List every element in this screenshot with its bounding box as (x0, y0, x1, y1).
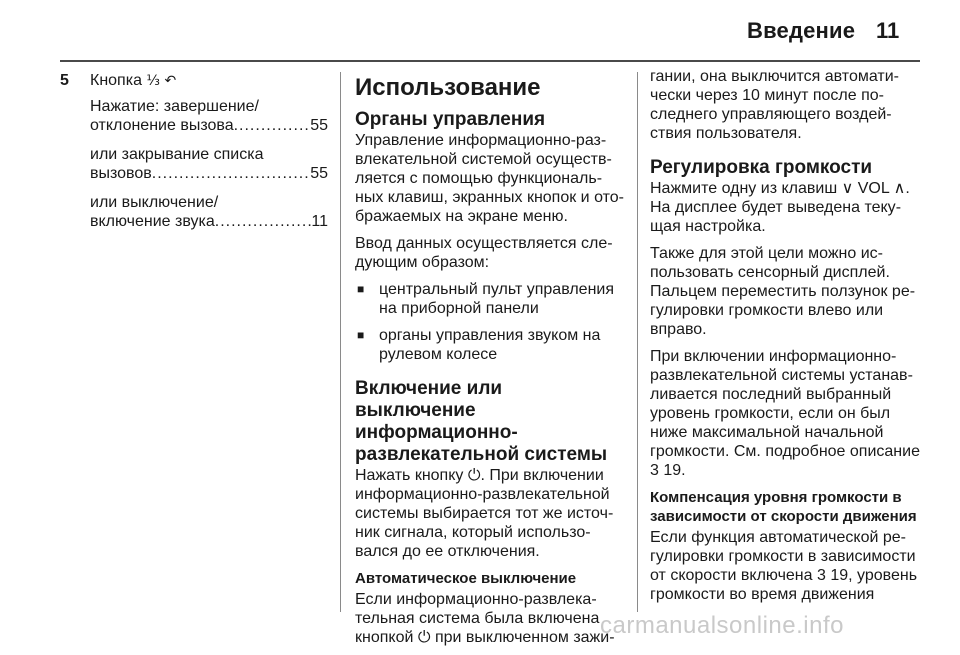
key-line1: Нажатие: завершение/ (90, 98, 259, 115)
column-2 (355, 64, 625, 655)
column-divider-1 (340, 72, 341, 612)
page-header-title: Введение (747, 18, 856, 43)
paragraph-touch: Также для этой цели можно использовать сенсорный дисплей. Пальцем переместить ползунок регулировки громкости влево или вправо. (650, 245, 916, 338)
toc-entry: отклонение вызова ..... 55 (90, 116, 328, 135)
paragraph-continued: гании, она выключится автоматически через 10 минут после последнего управляющего воздействия пользователя. (650, 68, 899, 142)
paragraph-speed: Если функция автоматической регулировки громкости в зависимости от скорости включена 3 19, уровень громкости во время движения (650, 529, 918, 603)
paragraph-power-on: При включении информационно-развлекательной системы устанавливается последний выбранный уровень громкости, если он был ниже максимальной начальной громкости. См. подробное описание 3 19. (650, 348, 920, 479)
heading-power: Включение или выключение информационно-развлекательной системы (355, 378, 608, 465)
heading-speed-compensation: Компенсация уровня громкости в зависимости от скорости движения (650, 489, 917, 525)
page-ref: 55 (310, 165, 328, 182)
column-divider-2 (637, 72, 638, 612)
bullet-icon: ■ (357, 282, 365, 296)
paragraph-power: Нажать кнопку ⏻. При включении информационно-развлекательной системы выбирается тот же источник сигнала, который использовался до ее отключения. (355, 467, 614, 560)
page-ref: 55 (310, 117, 328, 134)
phone-hangup-icon: ⅓ ↶ (146, 73, 177, 89)
list-item: ■ центральный пульт управления на приборной панели (357, 281, 615, 317)
key-description (90, 97, 328, 231)
page-number: 11 (876, 18, 900, 43)
paragraph-controls: Управление информационно-развлекательной системой осуществляется с помощью функциональных клавиш, экранных кнопок и отображаемых на экране меню. (355, 132, 624, 225)
paragraph-auto-off: Если информационно-развлекательная система была включена кнопкой ⏻ при выключенном зажи- (355, 591, 615, 646)
toc-entry: вызовов ..... 55 (90, 164, 328, 183)
section-heading-usage: Использование (355, 74, 541, 101)
list-item: ■ органы управления звуком на рулевом колесе (357, 327, 601, 363)
heading-volume: Регулировка громкости (650, 157, 873, 178)
heading-controls: Органы управления (355, 109, 546, 130)
toc-entry-pre: или закрывание списка (90, 146, 264, 163)
watermark: carmanualsonline.info (600, 612, 844, 639)
item-number: 5 (60, 72, 69, 89)
toc-entry-pre: или выключение/ (90, 194, 219, 211)
header-rule (60, 60, 920, 62)
bullet-icon: ■ (357, 328, 365, 342)
column-3 (650, 64, 922, 612)
paragraph-input: Ввод данных осуществляется следующим образом: (355, 235, 613, 271)
key-title: Кнопка (90, 72, 142, 89)
heading-auto-off: Автоматическое выключение (355, 570, 577, 587)
paragraph-volume-keys: Нажмите одну из клавиш ∨ VOL ∧. На дисплее будет выведена текущая настройка. (650, 180, 910, 235)
column-1 (60, 64, 328, 231)
toc-entry: включение звука ..... 11 (90, 212, 328, 231)
key-title-line (90, 71, 328, 91)
page-ref: 11 (311, 213, 328, 230)
